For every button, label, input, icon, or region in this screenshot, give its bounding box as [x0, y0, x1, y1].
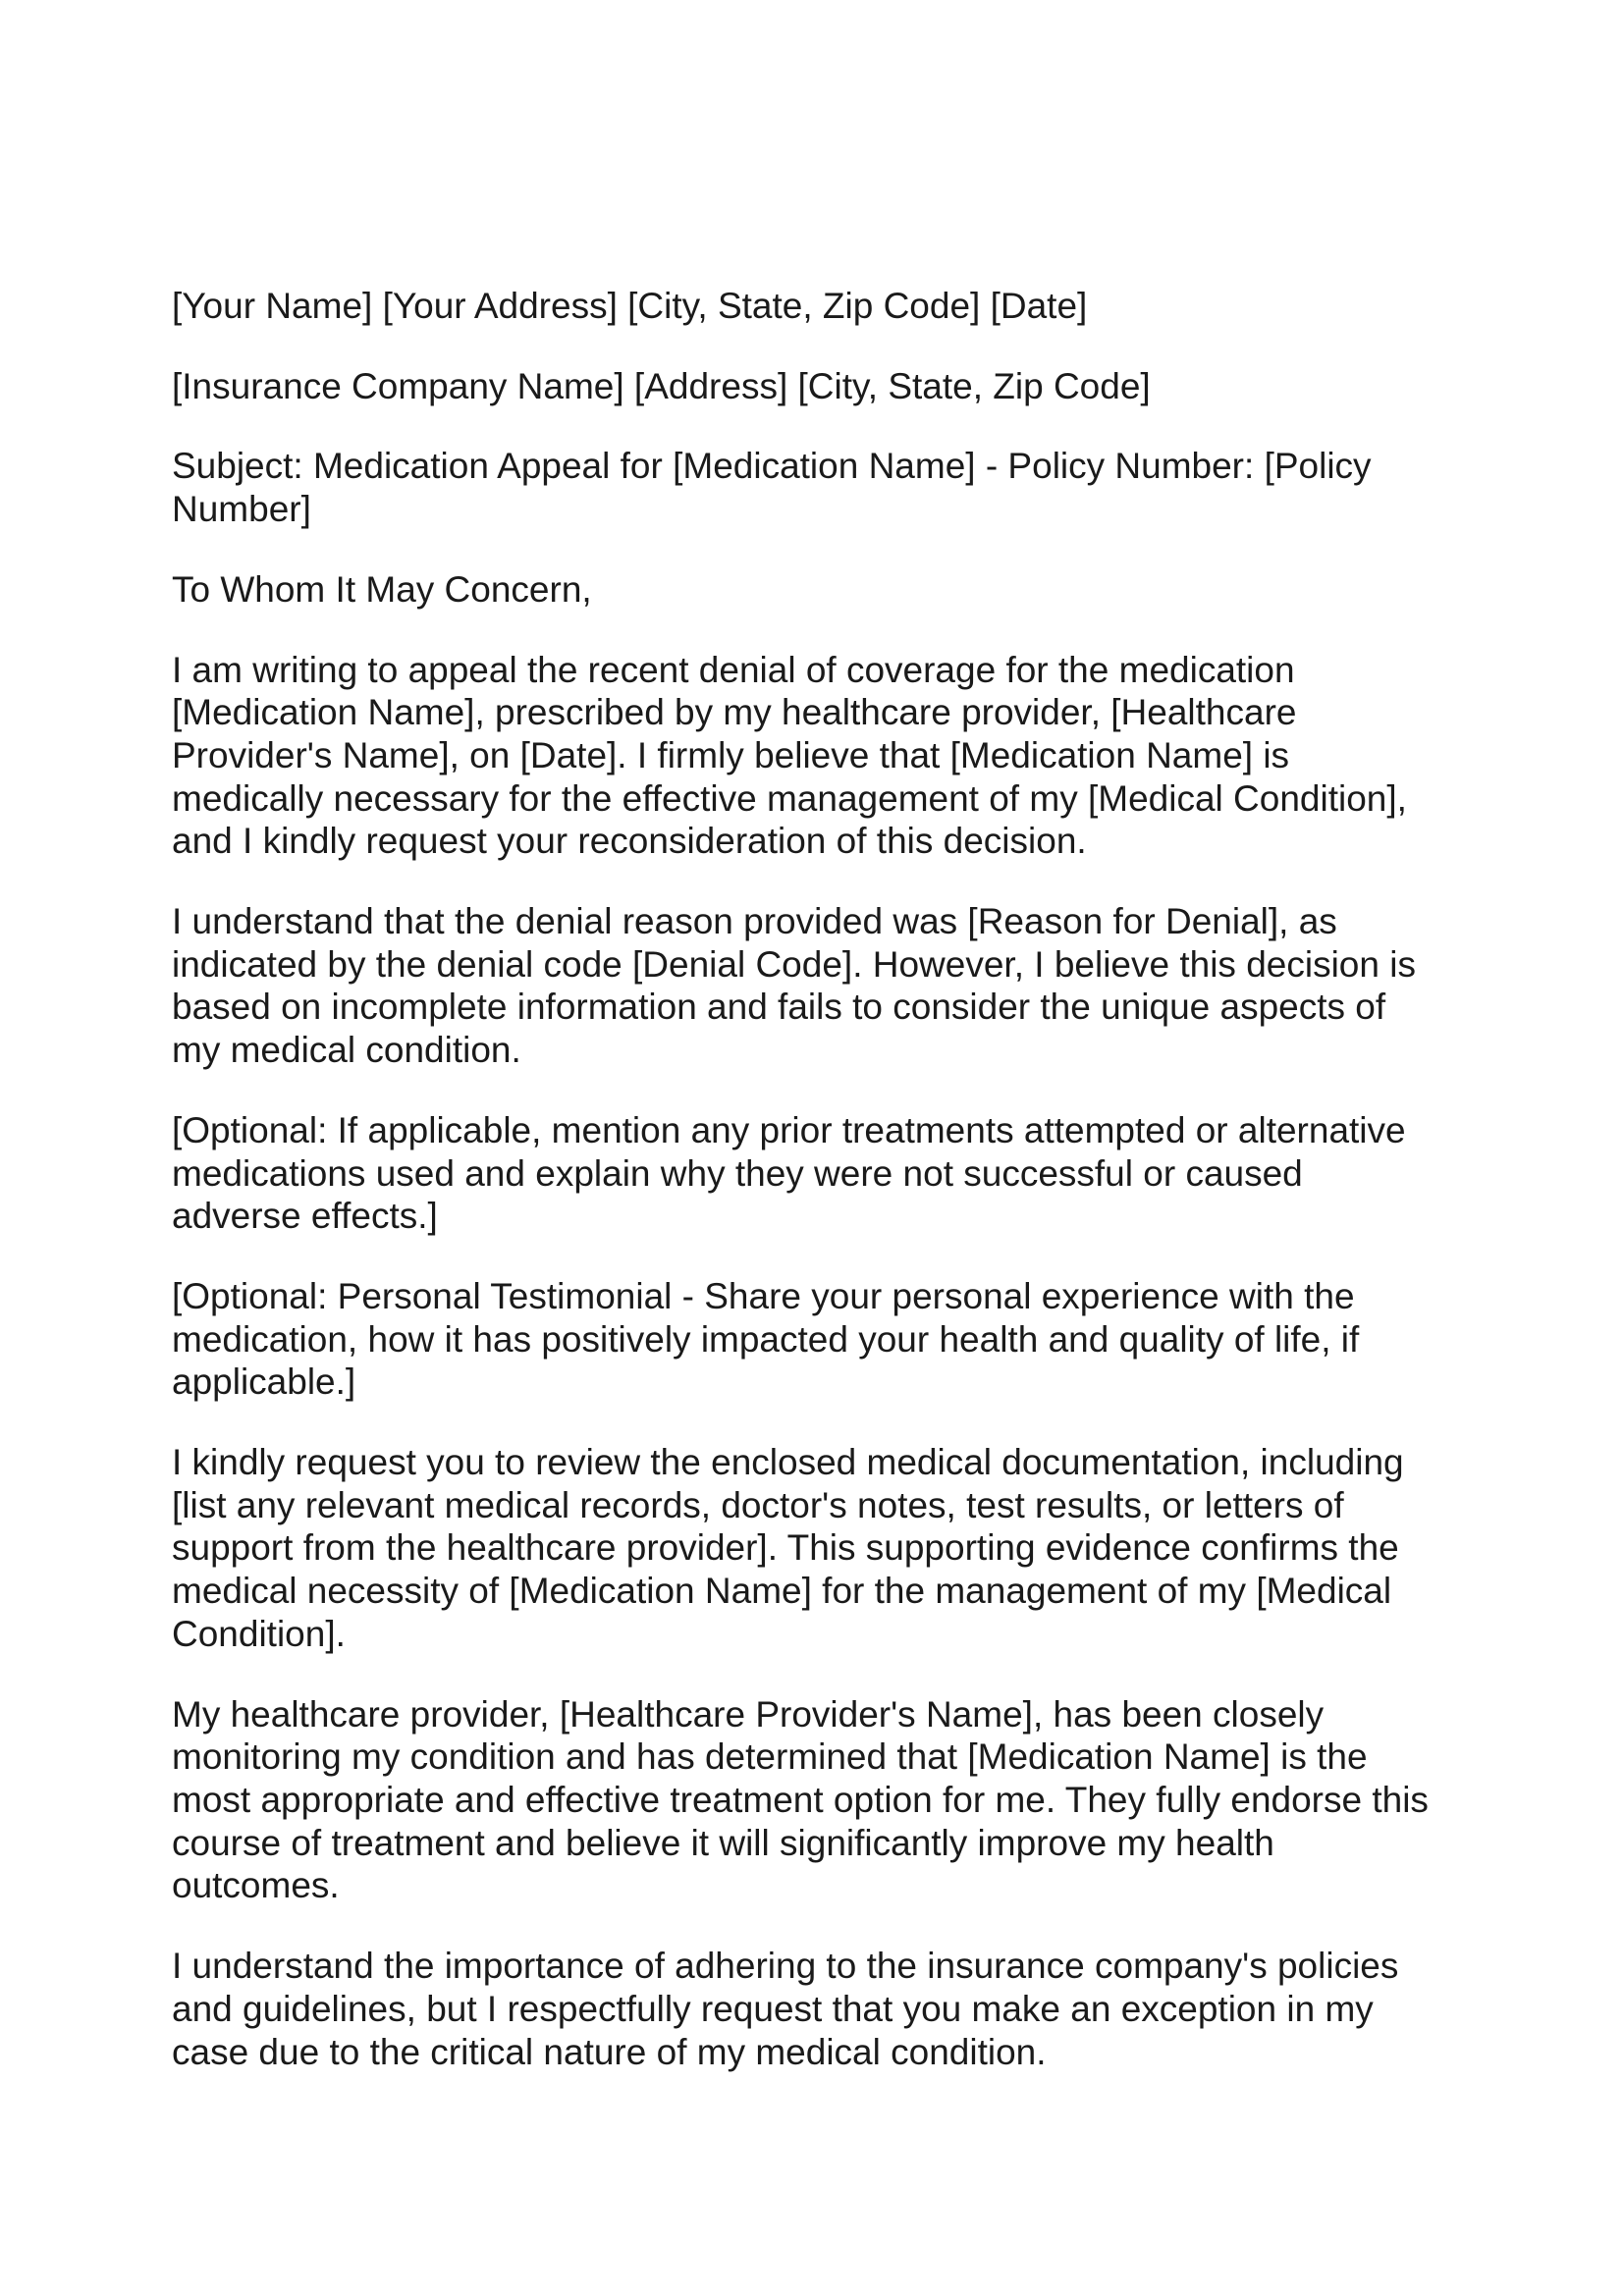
sender-block: [Your Name] [Your Address] [City, State, Zip Code] [Date] — [172, 286, 1088, 326]
subject-line: Subject: Medication Appeal for [Medication Name] - Policy Number: [Policy Number] — [172, 446, 1372, 530]
paragraph-exception-request: I understand the importance of adhering to the insurance company's policies and guidelines, but I respectfully request that you make an exception in my case due to the critical nature of my medical condition. — [172, 1946, 1399, 2072]
salutation: To Whom It May Concern, — [172, 568, 592, 610]
paragraph-appeal-intro: I am writing to appeal the recent denial of coverage for the medication [Medication Name], prescribed by my healthcare provider, [Healthcare Provider's Name], on [Date]. I firmly believe that [Medication Name] is medically necessary for the effective management of my [Medical Condition], and I kindly request your reconsideration of this decision. — [172, 649, 1407, 862]
paragraph-optional-prior-treatments: [Optional: If applicable, mention any prior treatments attempted or alternative medications used and explain why they were not successful or caused adverse effects.] — [172, 1109, 1406, 1237]
paragraph-documentation: I kindly request you to review the enclosed medical documentation, including [list any relevant medical records, doctor's notes, test results, or letters of support from the healthcare provider]. This supporting evidence confirms the medical necessity of [Medication Name] for the management of my [Medical Condition]. — [172, 1442, 1404, 1654]
letter-body — [172, 285, 1478, 2110]
paragraph-denial-reason: I understand that the denial reason provided was [Reason for Denial], as indicated by the denial code [Denial Code]. However, I believe this decision is based on incomplete information and fails to consider the unique aspects of my medical condition. — [172, 901, 1416, 1071]
recipient-block: [Insurance Company Name] [Address] [City, State, Zip Code] — [172, 365, 1151, 406]
paragraph-provider-endorsement: My healthcare provider, [Healthcare Provider's Name], has been closely monitoring my condition and has determined that [Medication Name] is the most appropriate and effective treatment option for me. They fully endorse this course of treatment and believe it will significantly improve my health outcomes. — [172, 1693, 1429, 1906]
paragraph-optional-testimonial: [Optional: Personal Testimonial - Share your personal experience with the medication, how it has positively impacted your health and quality of life, if applicable.] — [172, 1275, 1360, 1403]
